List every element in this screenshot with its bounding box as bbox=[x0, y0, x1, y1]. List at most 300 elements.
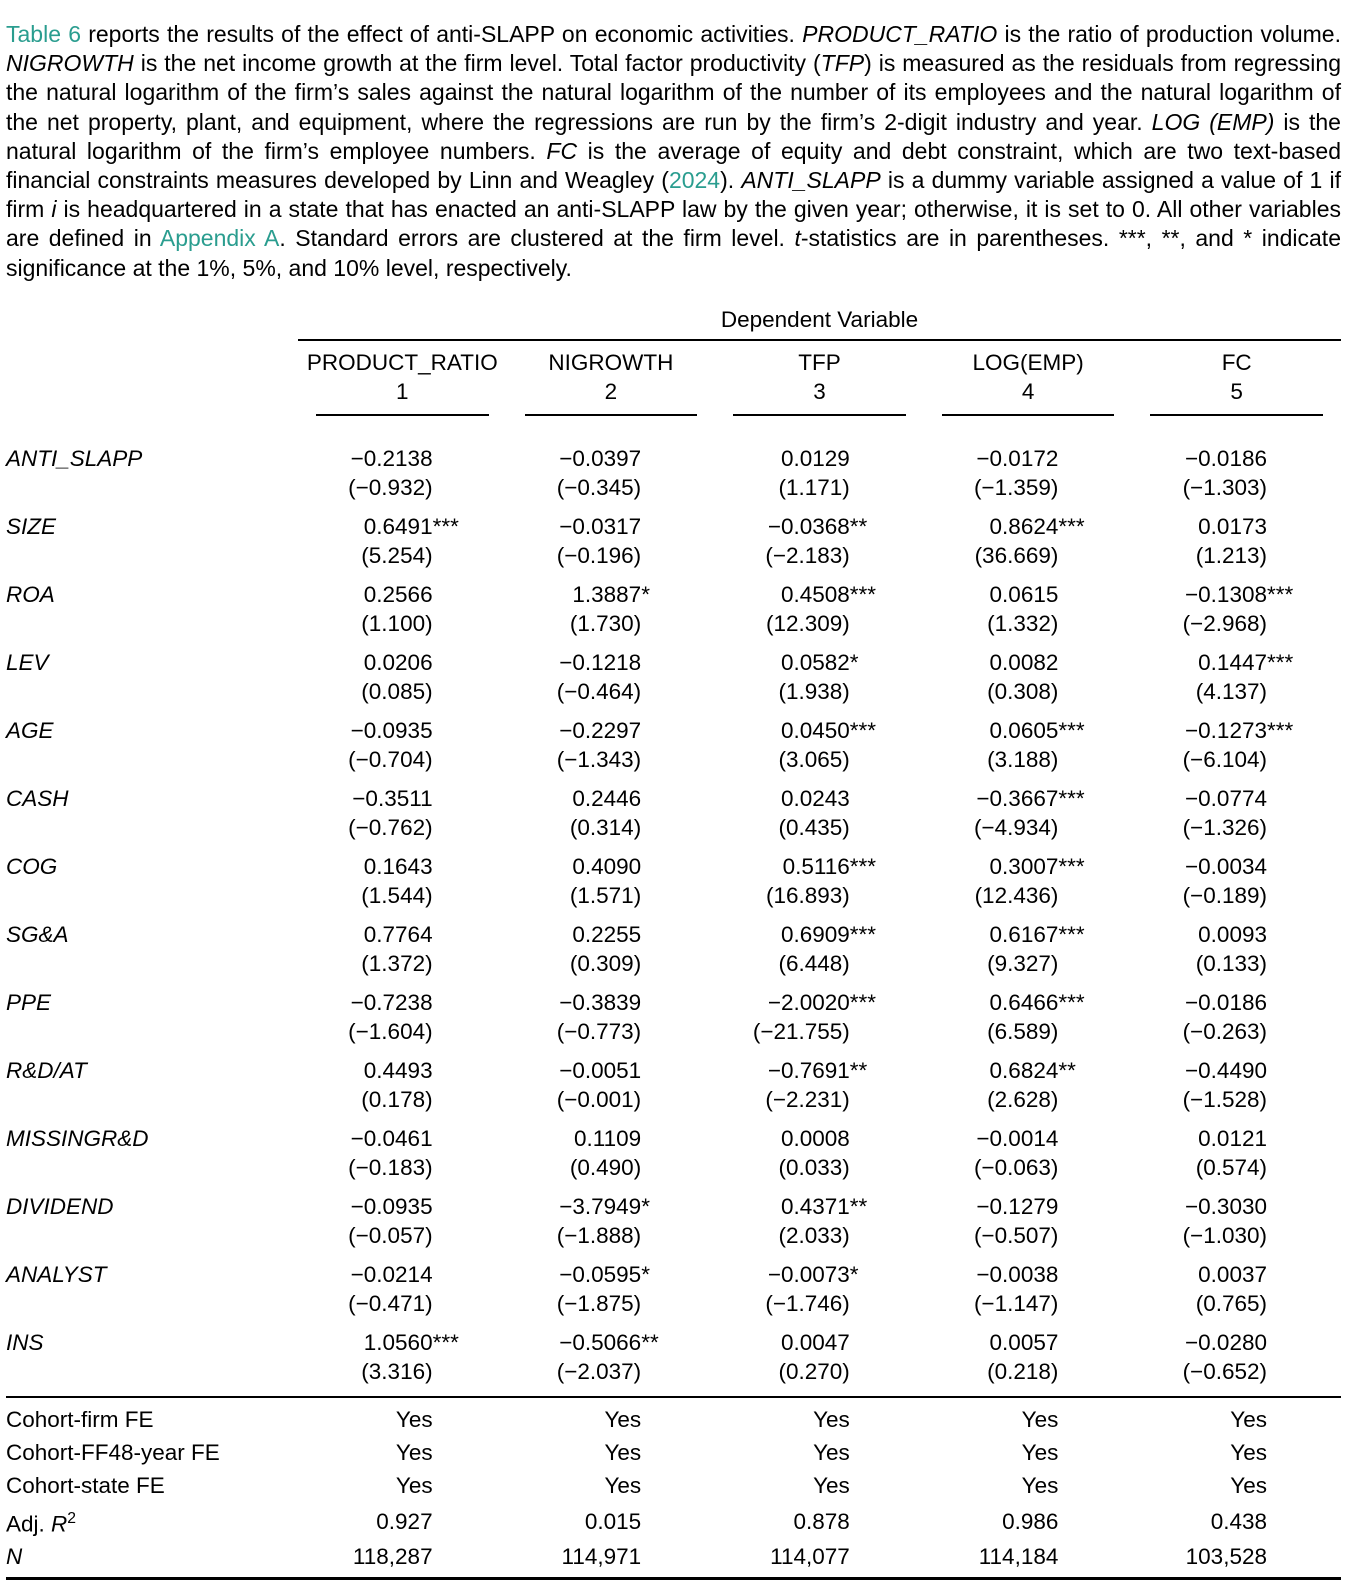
t-statistic: (−1.326) bbox=[1182, 814, 1267, 840]
footer-value-cell bbox=[924, 1502, 1133, 1541]
footer-value-cell bbox=[715, 1540, 924, 1579]
caption-text: LOG (EMP) bbox=[1151, 108, 1275, 135]
coefficient-cell bbox=[507, 416, 716, 512]
coefficient-value: 0.2446 bbox=[572, 785, 642, 811]
footer-value: Yes bbox=[1230, 1439, 1267, 1465]
t-statistic: (36.669) bbox=[974, 542, 1059, 568]
corner-cell bbox=[6, 340, 298, 376]
t-statistic: (1.213) bbox=[1195, 542, 1267, 568]
t-statistic: (−0.263) bbox=[1182, 1018, 1267, 1044]
coefficient-cell bbox=[507, 716, 716, 784]
t-statistic: (−0.932) bbox=[348, 474, 433, 500]
coefficient-value: −0.0774 bbox=[1185, 785, 1267, 811]
coefficient-value: 0.6824 ** bbox=[989, 1057, 1076, 1083]
coefficient-cell bbox=[298, 416, 507, 512]
table-row bbox=[6, 716, 1341, 784]
footer-value-cell bbox=[507, 1436, 716, 1469]
row-label: MISSINGR&D bbox=[6, 1125, 149, 1151]
footer-row-label: N bbox=[6, 1544, 23, 1570]
coefficient-cell bbox=[507, 512, 716, 580]
coefficient-value: 0.8624 *** bbox=[989, 513, 1085, 539]
coefficient-cell bbox=[924, 920, 1133, 988]
column-number: 1 bbox=[298, 376, 507, 416]
footer-row bbox=[6, 1469, 1341, 1502]
row-label: COG bbox=[6, 853, 58, 879]
coefficient-value: 0.1109 bbox=[574, 1125, 642, 1151]
table-row bbox=[6, 852, 1341, 920]
footer-value: Yes bbox=[604, 1439, 642, 1465]
coefficient-cell bbox=[298, 1192, 507, 1260]
coefficient-cell bbox=[1132, 784, 1341, 852]
coefficient-cell bbox=[715, 580, 924, 648]
footer-value: 103,528 bbox=[1185, 1544, 1267, 1570]
coefficient-cell bbox=[507, 648, 716, 716]
coefficient-cell bbox=[507, 1124, 716, 1192]
footer-value: 114,184 bbox=[978, 1544, 1059, 1570]
coefficient-cell bbox=[924, 988, 1133, 1056]
coefficient-cell bbox=[924, 512, 1133, 580]
t-statistic: (−0.652) bbox=[1182, 1358, 1267, 1384]
coefficient-cell bbox=[924, 1124, 1133, 1192]
t-statistic: (−2.968) bbox=[1182, 610, 1267, 636]
coefficient-value: −0.1308 *** bbox=[1185, 581, 1294, 607]
footer-row bbox=[6, 1397, 1341, 1436]
column-header: NIGROWTH bbox=[548, 349, 674, 375]
coefficient-cell bbox=[1132, 512, 1341, 580]
coefficient-cell bbox=[715, 988, 924, 1056]
t-statistic: (0.308) bbox=[987, 678, 1059, 704]
footer-row-label: Cohort-state FE bbox=[6, 1472, 165, 1498]
table-row bbox=[6, 784, 1341, 852]
coefficient-value: 0.0615 bbox=[989, 581, 1059, 607]
column-header: FC bbox=[1221, 349, 1252, 375]
t-statistic: (0.133) bbox=[1195, 950, 1267, 976]
footer-value: 0.927 bbox=[376, 1508, 433, 1534]
coefficient-cell bbox=[715, 716, 924, 784]
coefficient-value: 0.0582 * bbox=[780, 649, 859, 675]
coefficient-value: 0.0121 bbox=[1198, 1125, 1267, 1151]
caption-text: PRODUCT_RATIO bbox=[802, 21, 998, 47]
caption-text: -statistics are in parentheses. ***, **, and * indicate significance at the 1%, 5%, and 10% level, respectively. bbox=[6, 225, 1341, 281]
coefficient-value: −0.3667 *** bbox=[976, 785, 1085, 811]
table-row bbox=[6, 920, 1341, 988]
caption-text: ) is measured as the residuals from regressing the natural logarithm of the firm’s sales against the natural logarithm of the number of its employees and the natural logarithm of the net property, plant, and equipment, where the regressions are run by the firm’s 2-digit industry and year. bbox=[6, 50, 1341, 135]
coefficient-cell bbox=[924, 1260, 1133, 1328]
coefficient-cell bbox=[298, 1328, 507, 1397]
t-statistic: (0.765) bbox=[1195, 1290, 1267, 1316]
footer-value-cell bbox=[715, 1469, 924, 1502]
t-statistic: (4.137) bbox=[1195, 678, 1267, 704]
coefficient-cell bbox=[507, 1192, 716, 1260]
t-statistic: (0.085) bbox=[361, 678, 433, 704]
coefficient-value: −0.0935 bbox=[350, 717, 433, 743]
coefficient-value: −0.0397 bbox=[559, 445, 642, 471]
row-label: LEV bbox=[6, 649, 49, 675]
t-statistic: (−1.030) bbox=[1182, 1222, 1267, 1248]
coefficient-cell bbox=[715, 784, 924, 852]
t-statistic: (−6.104) bbox=[1182, 746, 1267, 772]
results-table bbox=[6, 307, 1341, 1581]
coefficient-value: −0.0595 * bbox=[559, 1261, 650, 1287]
coefficient-cell bbox=[1132, 648, 1341, 716]
caption-text: NIGROWTH bbox=[6, 50, 134, 77]
t-statistic: (6.589) bbox=[987, 1018, 1059, 1044]
coefficient-value: 1.0560 *** bbox=[363, 1329, 459, 1355]
caption-text: reports the results of the effect of anti-SLAPP on economic activities. bbox=[81, 21, 803, 47]
t-statistic: (−0.183) bbox=[348, 1154, 433, 1180]
footer-value: Yes bbox=[395, 1406, 433, 1432]
coefficient-value: 0.0129 bbox=[780, 445, 850, 471]
coefficient-value: 0.6466 *** bbox=[989, 989, 1085, 1015]
column-names-row bbox=[6, 340, 1341, 376]
coefficient-value: 0.3007 *** bbox=[989, 853, 1085, 879]
footer-value-cell bbox=[1132, 1469, 1341, 1502]
column-header: TFP bbox=[798, 349, 841, 375]
t-statistic: (16.893) bbox=[765, 882, 850, 908]
coefficient-value: −0.0214 bbox=[350, 1261, 433, 1287]
coefficient-cell bbox=[298, 648, 507, 716]
row-label: ANALYST bbox=[6, 1261, 107, 1287]
t-statistic: (6.448) bbox=[778, 950, 850, 976]
coefficient-value: 0.0243 bbox=[780, 785, 850, 811]
coefficient-cell bbox=[507, 920, 716, 988]
coefficient-value: −0.7238 bbox=[350, 989, 433, 1015]
coefficient-value: −0.2138 bbox=[350, 445, 433, 471]
coefficient-cell bbox=[715, 852, 924, 920]
table-row bbox=[6, 1056, 1341, 1124]
t-statistic: (−4.934) bbox=[973, 814, 1059, 840]
t-statistic: (3.316) bbox=[361, 1358, 433, 1384]
footer-value-cell bbox=[298, 1397, 507, 1436]
t-statistic: (−1.303) bbox=[1182, 474, 1267, 500]
t-statistic: (−1.875) bbox=[556, 1290, 642, 1316]
coefficient-value: −0.0461 bbox=[350, 1125, 433, 1151]
footer-row bbox=[6, 1540, 1341, 1579]
coefficient-cell bbox=[507, 852, 716, 920]
coefficient-cell bbox=[507, 1328, 716, 1397]
t-statistic: (1.332) bbox=[987, 610, 1059, 636]
coefficient-cell bbox=[715, 1260, 924, 1328]
coefficient-value: −0.0317 bbox=[559, 513, 642, 539]
coefficient-cell bbox=[924, 416, 1133, 512]
t-statistic: (0.270) bbox=[778, 1358, 850, 1384]
coefficient-value: −0.0186 bbox=[1185, 989, 1267, 1015]
t-statistic: (−0.471) bbox=[348, 1290, 433, 1316]
caption-text: ). bbox=[720, 167, 742, 194]
t-statistic: (2.628) bbox=[987, 1086, 1059, 1112]
footer-value-cell bbox=[1132, 1397, 1341, 1436]
coefficient-cell bbox=[507, 988, 716, 1056]
row-label: AGE bbox=[6, 717, 54, 743]
caption-text: TFP bbox=[820, 50, 865, 77]
t-statistic: (−2.037) bbox=[556, 1358, 642, 1384]
coefficient-value: −0.0051 bbox=[559, 1057, 642, 1083]
caption-text: is the average of equity and debt constraint, which are two text-based financial constraints measures developed by Linn and Weagley ( bbox=[6, 137, 1341, 194]
footer-value-cell bbox=[298, 1540, 507, 1579]
footer-value: 0.015 bbox=[584, 1508, 642, 1534]
table-row bbox=[6, 1260, 1341, 1328]
coefficient-cell bbox=[715, 1192, 924, 1260]
table-6-link[interactable]: Table 6 bbox=[6, 21, 81, 47]
row-label: INS bbox=[6, 1329, 44, 1355]
footer-value: 118,287 bbox=[352, 1544, 433, 1570]
footer-value: Yes bbox=[604, 1472, 642, 1498]
footer-value: Yes bbox=[813, 1439, 850, 1465]
coefficient-cell bbox=[715, 648, 924, 716]
coefficient-value: 0.0037 bbox=[1198, 1261, 1267, 1287]
row-label: ANTI_SLAPP bbox=[6, 445, 143, 471]
t-statistic: (1.171) bbox=[778, 474, 850, 500]
coefficient-cell bbox=[507, 784, 716, 852]
coefficient-value: 0.4493 bbox=[363, 1057, 433, 1083]
footer-row bbox=[6, 1436, 1341, 1469]
t-statistic: (12.309) bbox=[765, 610, 850, 636]
coefficient-cell bbox=[298, 1260, 507, 1328]
coefficient-value: −0.0073 * bbox=[767, 1261, 859, 1287]
coefficient-value: 0.0605 *** bbox=[989, 717, 1085, 743]
coefficient-cell bbox=[298, 1124, 507, 1192]
footer-value: Yes bbox=[1230, 1472, 1267, 1498]
footer-value-cell bbox=[507, 1469, 716, 1502]
footer-value-cell bbox=[507, 1540, 716, 1579]
coefficient-cell bbox=[298, 988, 507, 1056]
t-statistic: (9.327) bbox=[987, 950, 1059, 976]
coefficient-cell bbox=[1132, 1260, 1341, 1328]
coefficient-value: −0.3839 bbox=[559, 989, 642, 1015]
coefficient-value: 0.4090 bbox=[572, 853, 642, 879]
coefficient-cell bbox=[924, 716, 1133, 784]
coefficient-value: 0.2566 bbox=[363, 581, 433, 607]
row-label: SG&A bbox=[6, 921, 69, 947]
t-statistic: (−0.464) bbox=[556, 678, 642, 704]
t-statistic: (1.730) bbox=[569, 610, 642, 636]
coefficient-value: 0.6909 *** bbox=[780, 921, 877, 947]
t-statistic: (12.436) bbox=[974, 882, 1059, 908]
coefficient-value: 0.4371 ** bbox=[780, 1193, 868, 1219]
coefficient-cell bbox=[298, 716, 507, 784]
caption-text: i bbox=[51, 196, 57, 223]
footer-value: Yes bbox=[395, 1439, 433, 1465]
coefficient-cell bbox=[924, 852, 1133, 920]
coefficient-value: −0.0186 bbox=[1185, 445, 1267, 471]
t-statistic: (−0.773) bbox=[556, 1018, 642, 1044]
t-statistic: (1.100) bbox=[361, 610, 433, 636]
footer-value: 114,077 bbox=[770, 1544, 850, 1570]
table-row bbox=[6, 512, 1341, 580]
table-row bbox=[6, 1192, 1341, 1260]
t-statistic: (0.574) bbox=[1195, 1154, 1267, 1180]
t-statistic: (3.065) bbox=[778, 746, 850, 772]
coefficient-cell bbox=[924, 1328, 1133, 1397]
t-statistic: (−0.196) bbox=[556, 542, 642, 568]
t-statistic: (−21.755) bbox=[752, 1018, 850, 1044]
t-statistic: (−2.183) bbox=[765, 542, 850, 568]
column-number: 4 bbox=[924, 376, 1133, 416]
t-statistic: (−0.057) bbox=[348, 1222, 433, 1248]
t-statistic: (−1.147) bbox=[973, 1290, 1059, 1316]
coefficient-cell bbox=[298, 580, 507, 648]
t-statistic: (−1.888) bbox=[556, 1222, 642, 1248]
caption-text: t bbox=[794, 225, 801, 252]
footer-value-cell bbox=[1132, 1540, 1341, 1579]
column-number: 2 bbox=[507, 376, 716, 416]
column-header: PRODUCT_RATIO bbox=[306, 349, 498, 375]
coefficient-cell bbox=[1132, 1056, 1341, 1124]
t-statistic: (−1.746) bbox=[765, 1290, 850, 1316]
row-label: ROA bbox=[6, 581, 55, 607]
footer-value-cell bbox=[298, 1469, 507, 1502]
row-label: DIVIDEND bbox=[6, 1193, 114, 1219]
coefficient-value: 0.0082 bbox=[989, 649, 1059, 675]
corner-cell bbox=[6, 307, 298, 340]
caption-text: is a dummy variable assigned a value of 1 if firm bbox=[6, 167, 1341, 223]
footer-value: 114,971 bbox=[561, 1544, 642, 1570]
coefficient-cell bbox=[715, 1056, 924, 1124]
coefficient-cell bbox=[1132, 920, 1341, 988]
t-statistic: (2.033) bbox=[778, 1222, 850, 1248]
coefficient-value: 0.0450 *** bbox=[780, 717, 877, 743]
t-statistic: (5.254) bbox=[361, 542, 433, 568]
row-label: PPE bbox=[6, 989, 52, 1015]
column-header: LOG(EMP) bbox=[972, 349, 1084, 375]
t-statistic: (−1.343) bbox=[556, 746, 642, 772]
coefficient-value: 0.5116 *** bbox=[782, 853, 877, 879]
coefficient-cell bbox=[715, 1328, 924, 1397]
coefficient-value: 0.6491 *** bbox=[363, 513, 459, 539]
footer-value-cell bbox=[715, 1502, 924, 1541]
coefficient-cell bbox=[924, 784, 1133, 852]
footer-value-cell bbox=[924, 1540, 1133, 1579]
t-statistic: (−0.762) bbox=[348, 814, 433, 840]
coefficient-cell bbox=[1132, 852, 1341, 920]
t-statistic: (0.178) bbox=[361, 1086, 433, 1112]
column-numbers-row bbox=[6, 376, 1341, 416]
t-statistic: (−0.001) bbox=[556, 1086, 642, 1112]
t-statistic: (−2.231) bbox=[765, 1086, 850, 1112]
coefficient-cell bbox=[1132, 1192, 1341, 1260]
corner-cell bbox=[6, 376, 298, 416]
group-header-row bbox=[6, 307, 1341, 340]
footer-value-cell bbox=[1132, 1502, 1341, 1541]
coefficient-value: 0.6167 *** bbox=[989, 921, 1085, 947]
footer-value-cell bbox=[924, 1397, 1133, 1436]
t-statistic: (0.033) bbox=[778, 1154, 850, 1180]
footer-value-cell bbox=[507, 1397, 716, 1436]
coefficient-cell bbox=[1132, 716, 1341, 784]
t-statistic: (0.435) bbox=[778, 814, 850, 840]
coefficient-value: −0.0014 bbox=[976, 1125, 1059, 1151]
coefficient-cell bbox=[715, 1124, 924, 1192]
footer-row bbox=[6, 1502, 1341, 1541]
coefficient-cell bbox=[1132, 580, 1341, 648]
coefficient-cell bbox=[715, 416, 924, 512]
coefficient-value: 0.2255 bbox=[572, 921, 642, 947]
footer-value: 0.986 bbox=[1002, 1508, 1059, 1534]
table-caption bbox=[6, 20, 1341, 283]
footer-value-cell bbox=[507, 1502, 716, 1541]
coefficient-value: −0.0172 bbox=[976, 445, 1059, 471]
coefficient-value: 0.0057 bbox=[989, 1329, 1059, 1355]
coefficient-value: 0.1447 *** bbox=[1198, 649, 1294, 675]
t-statistic: (−0.063) bbox=[973, 1154, 1059, 1180]
coefficient-value: −0.4490 bbox=[1185, 1057, 1267, 1083]
footer-value: Yes bbox=[395, 1472, 433, 1498]
appendix-a-link[interactable]: Appendix A bbox=[159, 225, 280, 252]
coefficient-value: −0.0034 bbox=[1185, 853, 1267, 879]
coefficient-value: 1.3887 * bbox=[572, 581, 650, 607]
table-row bbox=[6, 416, 1341, 512]
coefficient-cell bbox=[298, 512, 507, 580]
row-label: SIZE bbox=[6, 513, 57, 539]
table-row bbox=[6, 648, 1341, 716]
coefficient-value: −0.2297 bbox=[559, 717, 642, 743]
footer-value-cell bbox=[1132, 1436, 1341, 1469]
coefficient-value: −0.7691 ** bbox=[767, 1057, 868, 1083]
t-statistic: (−1.528) bbox=[1182, 1086, 1267, 1112]
coefficient-cell bbox=[298, 1056, 507, 1124]
caption-text: is the net income growth at the firm level. Total factor productivity ( bbox=[133, 50, 821, 77]
coefficient-cell bbox=[924, 1056, 1133, 1124]
table-row bbox=[6, 1124, 1341, 1192]
footer-row-label: Cohort-firm FE bbox=[6, 1397, 298, 1436]
footer-value: Yes bbox=[813, 1472, 850, 1498]
coefficient-value: −0.5066 ** bbox=[559, 1329, 659, 1355]
coefficient-value: −0.3511 bbox=[352, 785, 433, 811]
footer-value-cell bbox=[924, 1436, 1133, 1469]
footer-value: Yes bbox=[604, 1406, 642, 1432]
footer-value: Yes bbox=[1021, 1406, 1059, 1432]
footer-value-cell bbox=[298, 1502, 507, 1541]
coefficient-value: −2.0020 *** bbox=[767, 989, 877, 1015]
t-statistic: (0.309) bbox=[569, 950, 642, 976]
footer-value: 0.438 bbox=[1210, 1508, 1267, 1534]
coefficient-cell bbox=[298, 852, 507, 920]
t-statistic: (0.314) bbox=[569, 814, 642, 840]
footer-value: Yes bbox=[1021, 1439, 1059, 1465]
footer-row-label: Cohort-FF48-year FE bbox=[6, 1439, 220, 1465]
coefficient-cell bbox=[924, 1192, 1133, 1260]
coefficient-cell bbox=[507, 1056, 716, 1124]
footer-value: Yes bbox=[813, 1406, 850, 1432]
footer-value-cell bbox=[298, 1436, 507, 1469]
t-statistic: (1.372) bbox=[361, 950, 433, 976]
coefficient-value: 0.4508 *** bbox=[780, 581, 877, 607]
coefficient-value: 0.0093 bbox=[1198, 921, 1267, 947]
footer-value: 0.878 bbox=[793, 1508, 850, 1534]
coefficient-value: −0.0280 bbox=[1185, 1329, 1267, 1355]
coefficient-cell bbox=[1132, 1124, 1341, 1192]
coefficient-value: −0.0368 ** bbox=[767, 513, 868, 539]
coefficient-cell bbox=[1132, 1328, 1341, 1397]
coefficient-value: 0.0047 bbox=[780, 1329, 850, 1355]
caption-text: . Standard errors are clustered at the firm level. bbox=[279, 225, 795, 252]
table-row bbox=[6, 580, 1341, 648]
citation-2024-link[interactable]: 2024 bbox=[668, 167, 721, 194]
row-label: CASH bbox=[6, 785, 69, 811]
coefficient-value: −0.1218 bbox=[559, 649, 642, 675]
coefficient-value: 0.7764 bbox=[363, 921, 433, 947]
t-statistic: (3.188) bbox=[987, 746, 1059, 772]
coefficient-cell bbox=[715, 512, 924, 580]
t-statistic: (1.938) bbox=[778, 678, 850, 704]
coefficient-cell bbox=[1132, 988, 1341, 1056]
coefficient-cell bbox=[1132, 416, 1341, 512]
t-statistic: (1.571) bbox=[569, 882, 642, 908]
footer-value-cell bbox=[924, 1469, 1133, 1502]
coefficient-value: −0.1273 *** bbox=[1185, 717, 1294, 743]
footer-row-label: Adj. $R^2$ bbox=[6, 1509, 77, 1537]
t-statistic: (−0.704) bbox=[348, 746, 433, 772]
